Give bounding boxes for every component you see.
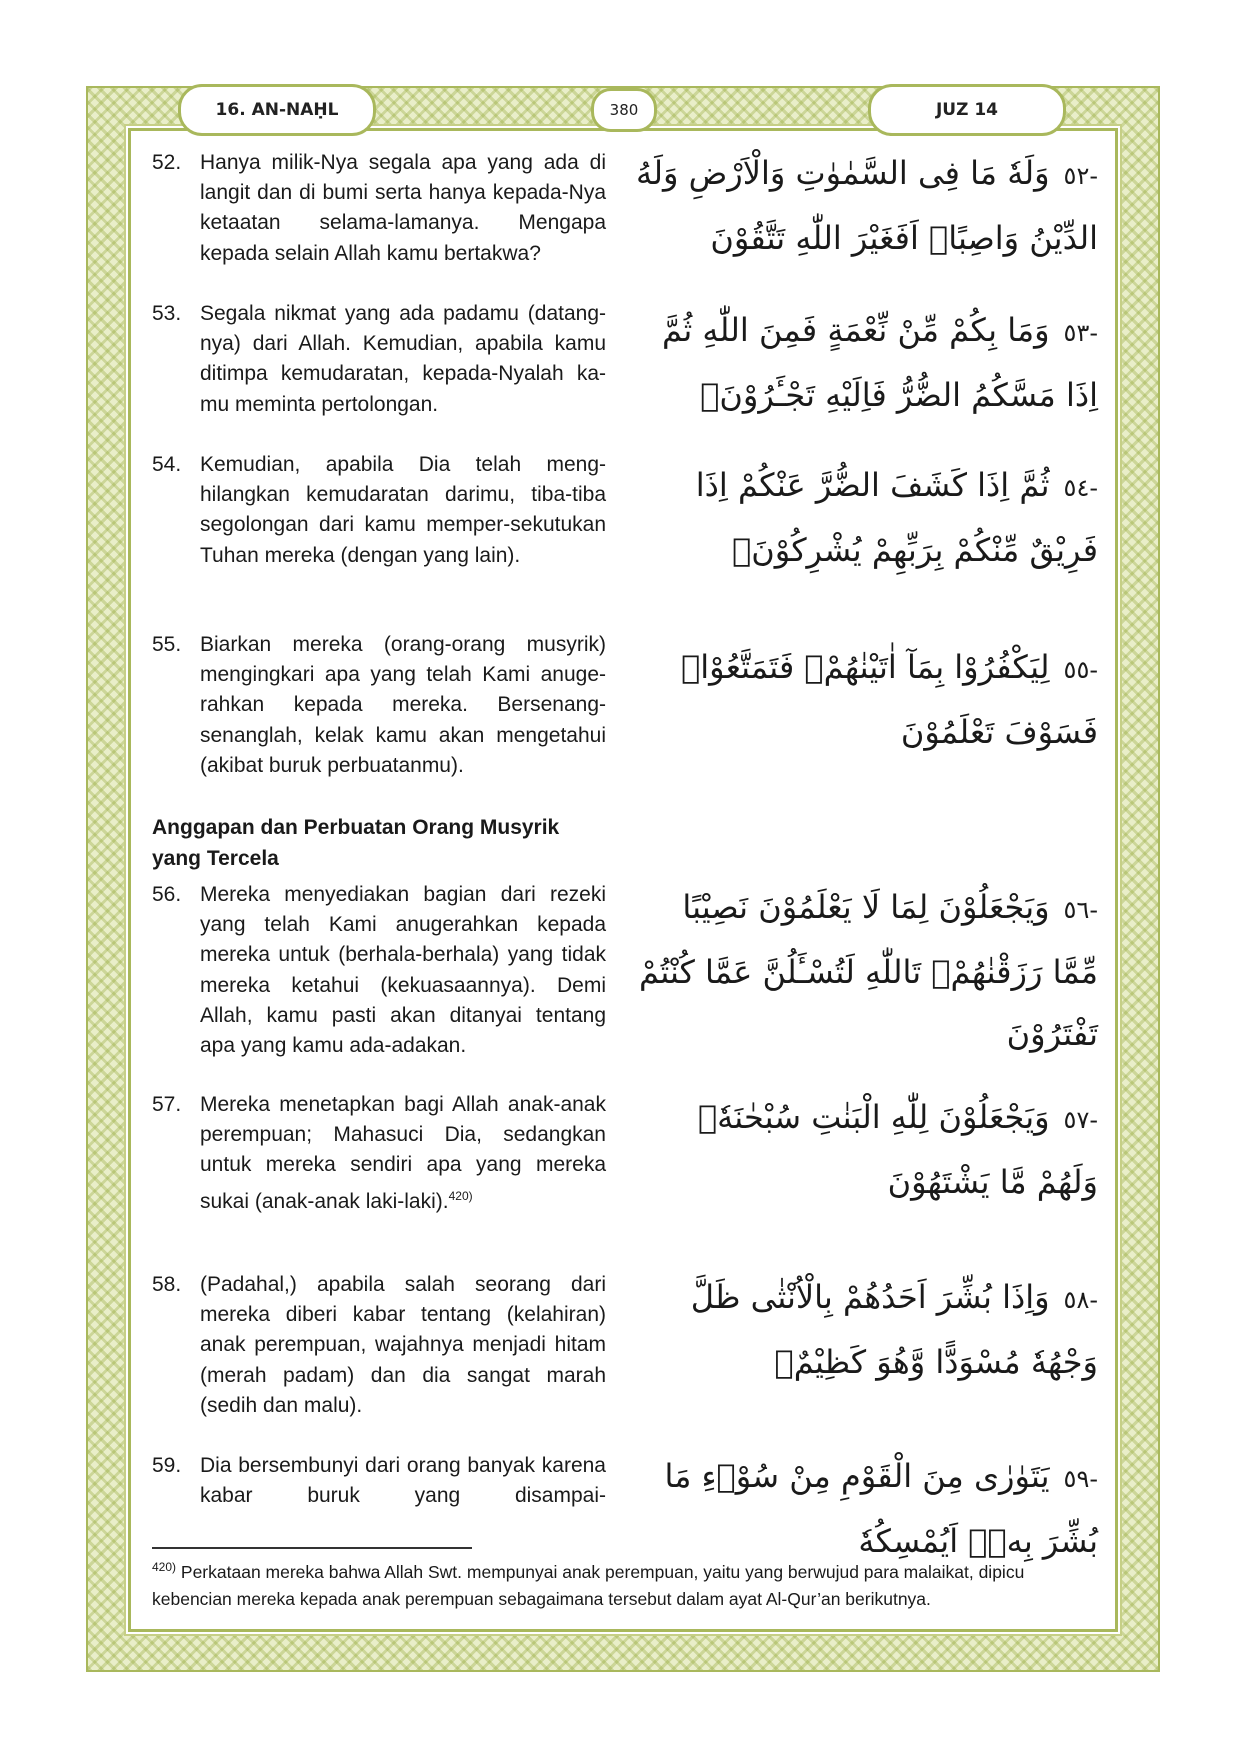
arabic-text [628, 142, 1098, 269]
arabic-verse: وَيَجْعَلُوْنَ لِمَا لَا يَعْلَمُوْنَ نَصِيْبًا مِّمَّا رَزَقْنٰهُمْۗ تَاللّٰهِ لَتُسْـَٔلُنَّ عَمَّا كُنْتُمْ تَفْتَرُوْنَ [639, 888, 1098, 1053]
verse-translation [150, 630, 606, 781]
verse-number: 54. [152, 453, 182, 476]
translation-text: Mereka menyediakan bagian dari rezeki yang telah Kami anugerahkan kepada mereka untuk (berhala-berhala) yang tidak mereka ketahui (kekuasaannya). Demi Allah, kamu pasti akan ditanyai tentang apa yang kamu ada-adakan. [200, 883, 606, 1058]
translation-text: Hanya milik-Nya segala apa yang ada di langit dan di bumi serta hanya kepada-Nya ketaatan selama-lamanya. Mengapa kepada selain Allah kamu bertakwa? [200, 151, 606, 265]
arabic-verse: ثُمَّ اِذَا كَشَفَ الضُّرَّ عَنْكُمْ اِذَا فَرِيْقٌ مِّنْكُمْ بِرَبِّهِمْ يُشْرِكُوْنَۙ [695, 466, 1098, 569]
arabic-verse-number: -٥٨ [1063, 1286, 1098, 1314]
arabic-verse: وَمَا بِكُمْ مِّنْ نِّعْمَةٍ فَمِنَ اللّٰهِ ثُمَّ اِذَا مَسَّكُمُ الضُّرُّ فَاِلَيْهِ تَجْـَٔرُوْنَۚ [662, 311, 1098, 414]
arabic-verse-number: -٥٧ [1063, 1106, 1098, 1134]
arabic-verse: وَلَهٗ مَا فِى السَّمٰوٰتِ وَالْاَرْضِ وَلَهُ الدِّيْنُ وَاصِبًاۗ اَفَغَيْرَ اللّٰهِ تَتَّقُوْنَ [636, 154, 1098, 257]
verse-number: 59. [152, 1454, 182, 1477]
arabic-verse: يَتَوٰرٰى مِنَ الْقَوْمِ مِنْ سُوْۤءِ مَا بُشِّرَ بِهٖۗ اَيُمْسِكُهٗ [664, 1457, 1098, 1560]
footnote-marker: 420) [152, 1560, 177, 1574]
verse-translation [150, 1451, 606, 1511]
arabic-verse: لِيَكْفُرُوْا بِمَآ اٰتَيْنٰهُمْۗ فَتَمَتَّعُوْاۗ فَسَوْفَ تَعْلَمُوْنَ [681, 648, 1098, 751]
verse-translation [150, 880, 606, 1061]
arabic-verse-number: -٥٢ [1063, 162, 1098, 190]
arabic-text [628, 1445, 1098, 1572]
verse-number: 52. [152, 151, 182, 174]
arabic-verse-number: -٥٦ [1063, 896, 1098, 924]
juz-label: JUZ 14 [868, 84, 1066, 136]
translation-text: Kemudian, apabila Dia telah meng-hilangkan kemudaratan darimu, tiba-tiba segolongan dari kamu memper-sekutukan Tuhan mereka (dengan yang lain). [200, 453, 606, 567]
verse-number: 56. [152, 883, 182, 906]
footnote-ref: 420) [448, 1188, 473, 1203]
arabic-verse-number: -٥٤ [1063, 474, 1098, 502]
arabic-text [628, 1266, 1098, 1393]
section-heading: Anggapan dan Perbuatan Orang Musyrik yang Tercela [152, 816, 560, 870]
surah-title: 16. AN-NAḤL [178, 84, 376, 136]
arabic-verse: وَاِذَا بُشِّرَ اَحَدُهُمْ بِالْاُنْثٰى ظَلَّ وَجْهُهٗ مُسْوَدًّا وَّهُوَ كَظِيْمٌۚ [690, 1278, 1098, 1381]
verse-translation [150, 450, 606, 571]
translation-text: (Padahal,) apabila salah seorang dari mereka diberi kabar tentang (kelahiran) anak perempuan, wajahnya menjadi hitam (merah padam) dan dia sangat marah (sedih dan malu). [200, 1273, 606, 1417]
footnote-divider [152, 1547, 472, 1549]
arabic-verse: وَيَجْعَلُوْنَ لِلّٰهِ الْبَنٰتِ سُبْحٰنَهٗۙ وَلَهُمْ مَّا يَشْتَهُوْنَ [697, 1098, 1098, 1201]
page-number: 380 [591, 88, 657, 132]
translation-text: Dia bersembunyi dari orang banyak karena kabar buruk yang disampai- [200, 1454, 606, 1508]
verse-translation [150, 1270, 606, 1421]
verse-number: 58. [152, 1273, 182, 1296]
arabic-text [628, 454, 1098, 581]
footnote-text: Perkataan mereka bahwa Allah Swt. mempunyai anak perempuan, yaitu yang berwujud para malaikat, dipicu kebencian mereka kepada anak perempuan sebagaimana tersebut dalam ayat Al-Qur’an berikutnya. [152, 1561, 1025, 1609]
translation-text [200, 1090, 606, 1217]
verse-number: 55. [152, 633, 182, 656]
arabic-verse-number: -٥٥ [1063, 656, 1098, 684]
arabic-verse-number: -٥٣ [1063, 319, 1098, 347]
verse-number: 57. [152, 1093, 182, 1116]
arabic-text [628, 1086, 1098, 1213]
arabic-text [628, 876, 1098, 1065]
arabic-text [628, 299, 1098, 426]
verse-number: 53. [152, 302, 182, 325]
translation-text: Segala nikmat yang ada padamu (datang-nya) dari Allah. Kemudian, apabila kamu ditimpa kemudaratan, kepada-Nyalah ka-mu meminta pertolongan. [200, 302, 606, 416]
verse-translation [150, 1090, 606, 1217]
arabic-verse-number: -٥٩ [1063, 1465, 1098, 1493]
verse-translation [150, 148, 606, 269]
translation-body: Mereka menetapkan bagi Allah anak-anak perempuan; Mahasuci Dia, sedangkan untuk mereka sendiri apa yang mereka sukai (anak-anak laki-laki). [200, 1093, 606, 1213]
verse-translation [150, 299, 606, 420]
arabic-text [628, 636, 1098, 763]
footnote [152, 1554, 1092, 1613]
translation-text: Biarkan mereka (orang-orang musyrik) mengingkari apa yang telah Kami anuge-rahkan kepada mereka. Bersenang-senanglah, kelak kamu akan mengetahui (akibat buruk perbuatanmu). [200, 633, 606, 777]
